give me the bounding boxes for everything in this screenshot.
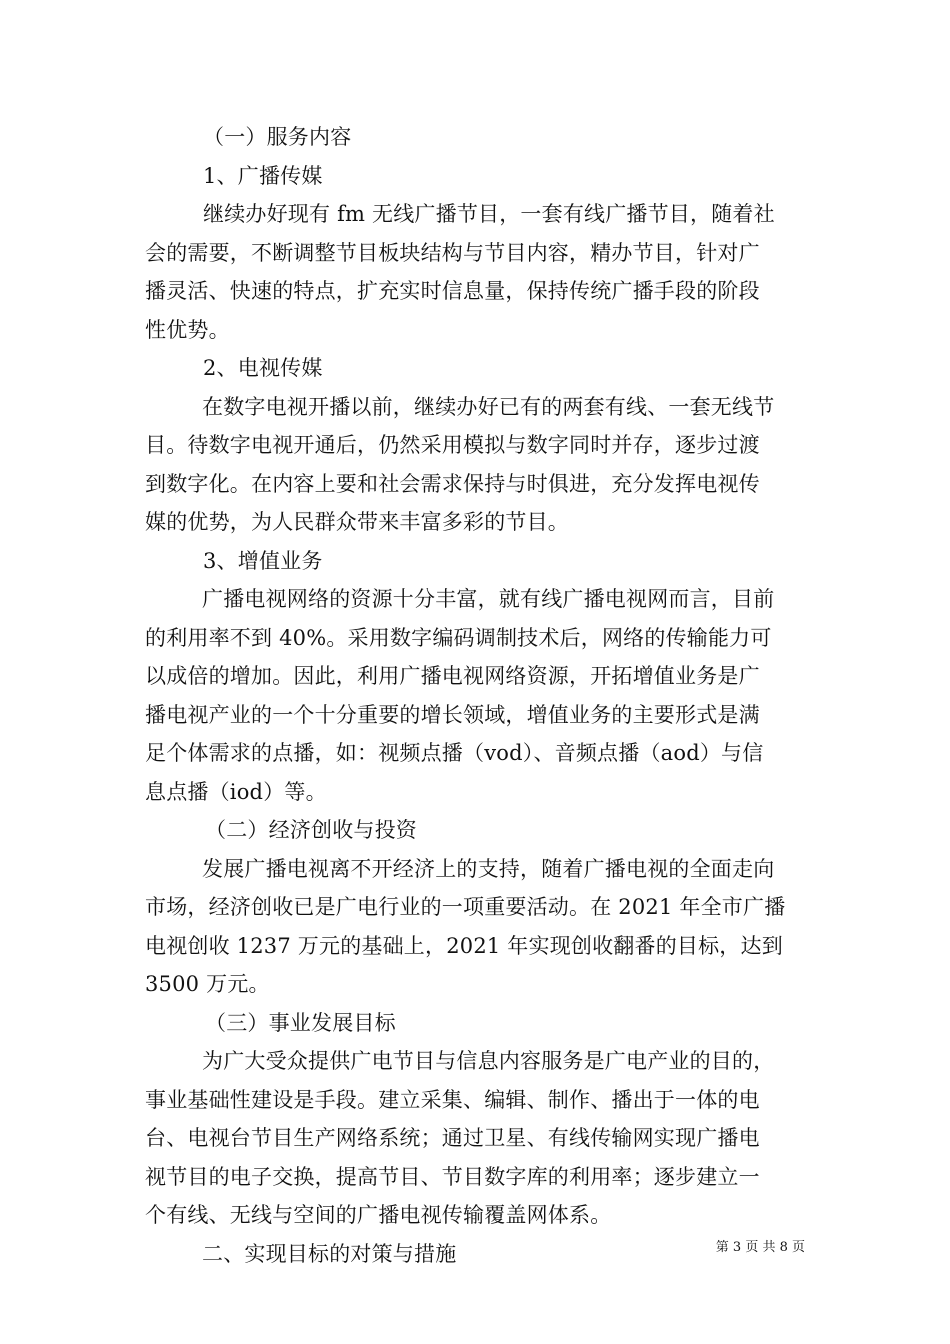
paragraph-line: 广播电视网络的资源十分丰富，就有线广播电视网而言，目前	[202, 587, 775, 611]
section-heading: （一）服务内容	[203, 125, 352, 149]
subsection-heading: 1、广播传媒	[203, 163, 323, 188]
paragraph-line: 性优势。	[145, 317, 230, 342]
subsection-heading: 3、增值业务	[203, 548, 323, 573]
paragraph-line: 发展广播电视离不开经济上的支持，随着广播电视的全面走向	[202, 856, 775, 881]
section-heading: （二）经济创收与投资	[205, 818, 417, 842]
paragraph-line: 的利用率不到 40%。采用数字编码调制技术后，网络的传输能力可	[145, 625, 772, 650]
paragraph-line: 会的需要，不断调整节目板块结构与节目内容，精办节目，针对广	[145, 240, 760, 265]
paragraph-line: 以成倍的增加。因此，利用广播电视网络资源，开拓增值业务是广	[145, 664, 760, 688]
paragraph-line: 媒的优势，为人民群众带来丰富多彩的节目。	[145, 510, 569, 534]
paragraph-line: 个有线、无线与空间的广播电视传输覆盖网体系。	[145, 1203, 612, 1227]
paragraph-line: 事业基础性建设是手段。建立采集、编辑、制作、播出于一体的电	[145, 1087, 760, 1112]
paragraph-line: 台、电视台节目生产网络系统；通过卫星、有线传输网实现广播电	[145, 1126, 760, 1150]
paragraph-line: 足个体需求的点播，如：视频点播（vod）、音频点播（aod）与信	[145, 741, 764, 765]
section-heading: （三）事业发展目标	[205, 1010, 396, 1035]
paragraph-line: 在数字电视开播以前，继续办好已有的两套有线、一套无线节	[202, 394, 775, 419]
paragraph-line: 播电视产业的一个十分重要的增长领域，增值业务的主要形式是满	[145, 702, 760, 727]
paragraph-line: 播灵活、快速的特点，扩充实时信息量，保持传统广播手段的阶段	[145, 279, 760, 303]
paragraph-line: 目。待数字电视开通后，仍然采用模拟与数字同时并存，逐步过渡	[145, 433, 760, 457]
paragraph-line: 市场，经济创收已是广电行业的一项重要活动。在 2021 年全市广播	[145, 895, 786, 919]
paragraph-line: 为广大受众提供广电节目与信息内容服务是广电产业的目的，	[202, 1049, 775, 1073]
chapter-heading: 二、实现目标的对策与措施	[202, 1241, 457, 1266]
paragraph-line: 继续办好现有 fm 无线广播节目，一套有线广播节目，随着社	[203, 202, 775, 226]
paragraph-line: 3500 万元。	[145, 972, 270, 996]
paragraph-line: 电视创收 1237 万元的基础上，2021 年实现创收翻番的目标，达到	[145, 933, 783, 958]
page-number: 第 3 页 共 8 页	[715, 1240, 805, 1255]
paragraph-line: 到数字化。在内容上要和社会需求保持与时俱进，充分发挥电视传	[145, 471, 760, 496]
subsection-heading: 2、电视传媒	[203, 356, 323, 380]
document-body	[145, 118, 807, 1273]
paragraph-line: 息点播（iod）等。	[145, 779, 327, 804]
paragraph-line: 视节目的电子交换，提高节目、节目数字库的利用率；逐步建立一	[145, 1164, 760, 1189]
